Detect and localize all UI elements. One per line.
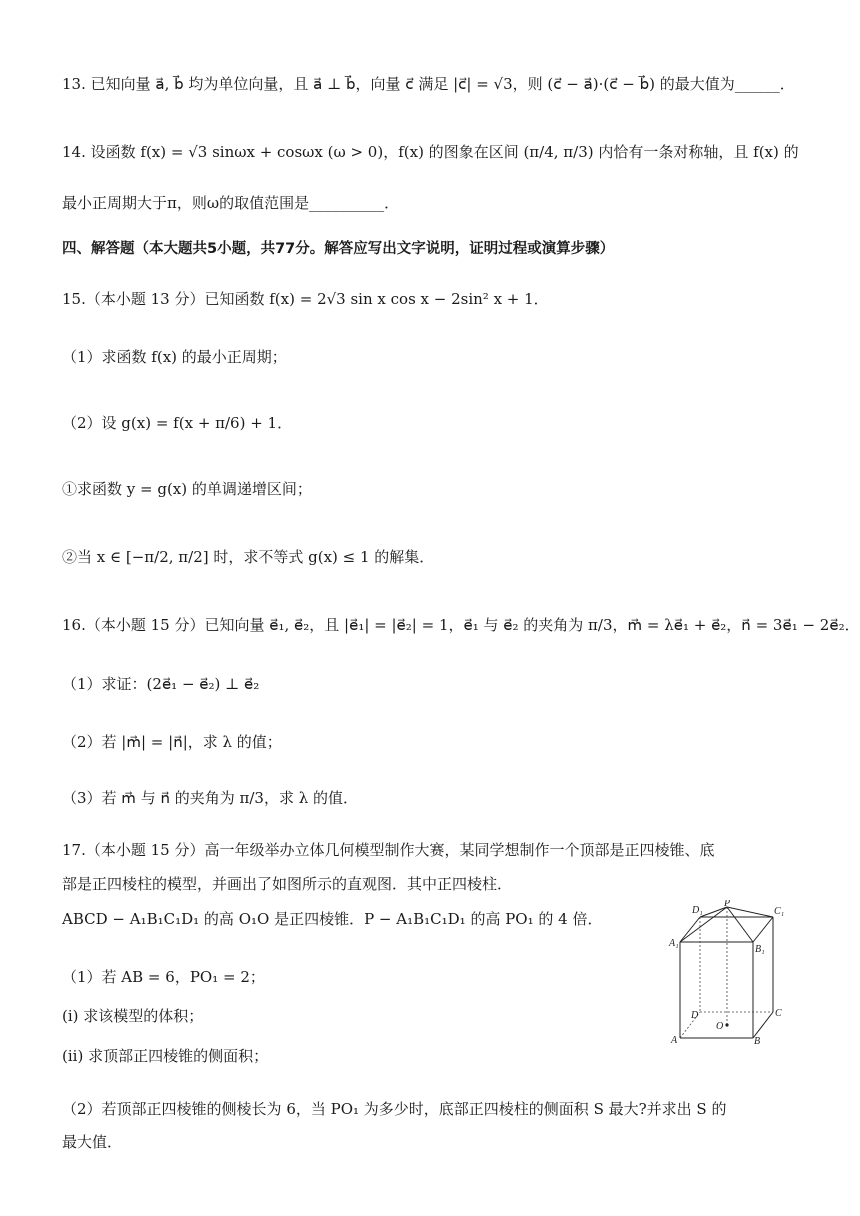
section-heading: 四、解答题（本大题共5小题，共77分。解答应写出文字说明，证明过程或演算步骤） xyxy=(62,241,615,257)
question-15-part-2-ii: ②当 x ∈ [−π/2, π/2] 时，求不等式 g(x) ≤ 1 的解集． xyxy=(62,548,435,566)
question-17-line-3: ABCD − A₁B₁C₁D₁ 的高 O₁O 是正四棱锥．P − A₁B₁C₁D₁ 的高 PO₁ 的 4 倍． xyxy=(62,910,603,928)
question-16-part-3: （3）若 m⃗ 与 n⃗ 的夹角为 π/3，求 λ 的值． xyxy=(62,789,359,807)
question-15: 15.（本小题 13 分）已知函数 f(x) = 2√3 sin x cos x − 2sin² x + 1． xyxy=(62,290,549,308)
question-17-part-2-line-2: 最大值． xyxy=(62,1133,123,1151)
prism-pyramid-figure xyxy=(666,900,796,1045)
question-15-part-1: （1）求函数 f(x) 的最小正周期； xyxy=(62,348,287,366)
label-c1: C₁ xyxy=(774,906,785,917)
label-p: P xyxy=(724,900,731,909)
question-17-line-1: 17.（本小题 15 分）高一年级举办立体几何模型制作大赛，某同学想制作一个顶部是正四棱锥、底 xyxy=(62,841,715,859)
question-14-line-2: 最小正周期大于π，则ω的取值范围是__________． xyxy=(62,194,400,212)
question-17-line-2: 部是正四棱柱的模型，并画出了如图所示的直观图．其中正四棱柱． xyxy=(62,875,513,893)
question-17-part-1-ii: (ii) 求顶部正四棱锥的侧面积； xyxy=(62,1047,269,1065)
label-a1: A₁ xyxy=(669,938,679,949)
label-d: D xyxy=(691,1010,699,1021)
label-a: A xyxy=(671,1035,678,1045)
label-o: O xyxy=(716,1021,724,1032)
label-b1: B₁ xyxy=(755,944,765,955)
question-16: 16.（本小题 15 分）已知向量 e⃗₁, e⃗₂，且 |e⃗₁| = |e⃗₂| = 1，e⃗₁ 与 e⃗₂ 的夹角为 π/3，m⃗ = λe⃗₁ + e⃗₂，n⃗ = 3e⃗₁ − 2e⃗₂． xyxy=(62,616,860,634)
question-16-part-2: （2）若 |m⃗| = |n⃗|，求 λ 的值； xyxy=(62,733,282,751)
label-c: C xyxy=(775,1008,782,1019)
question-16-part-1: （1）求证：(2e⃗₁ − e⃗₂) ⊥ e⃗₂ xyxy=(62,675,260,693)
question-14-line-1: 14. 设函数 f(x) = √3 sinωx + cosωx (ω > 0)，f(x) 的图象在区间 (π/4, π/3) 内恰有一条对称轴，且 f(x) 的 xyxy=(62,143,799,161)
prism-pyramid-diagram xyxy=(666,900,796,1045)
question-17-part-2-line-1: （2）若顶部正四棱锥的侧棱长为 6，当 PO₁ 为多少时，底部正四棱柱的侧面积 S 最大?并求出 S 的 xyxy=(62,1100,727,1118)
question-17-part-1: （1）若 AB = 6，PO₁ = 2； xyxy=(62,968,265,986)
question-17-part-1-i: (i) 求该模型的体积； xyxy=(62,1007,204,1025)
question-15-part-2-i: ①求函数 y = g(x) 的单调递增区间； xyxy=(62,480,312,498)
question-15-part-2: （2）设 g(x) = f(x + π/6) + 1． xyxy=(62,414,293,432)
question-13: 13. 已知向量 a⃗, b⃗ 均为单位向量，且 a⃗ ⊥ b⃗，向量 c⃗ 满足 |c⃗| = √3，则 (c⃗ − a⃗)·(c⃗ − b⃗) 的最大值为______． xyxy=(62,75,795,93)
label-b: B xyxy=(754,1036,761,1045)
label-d1: D₁ xyxy=(692,905,703,916)
